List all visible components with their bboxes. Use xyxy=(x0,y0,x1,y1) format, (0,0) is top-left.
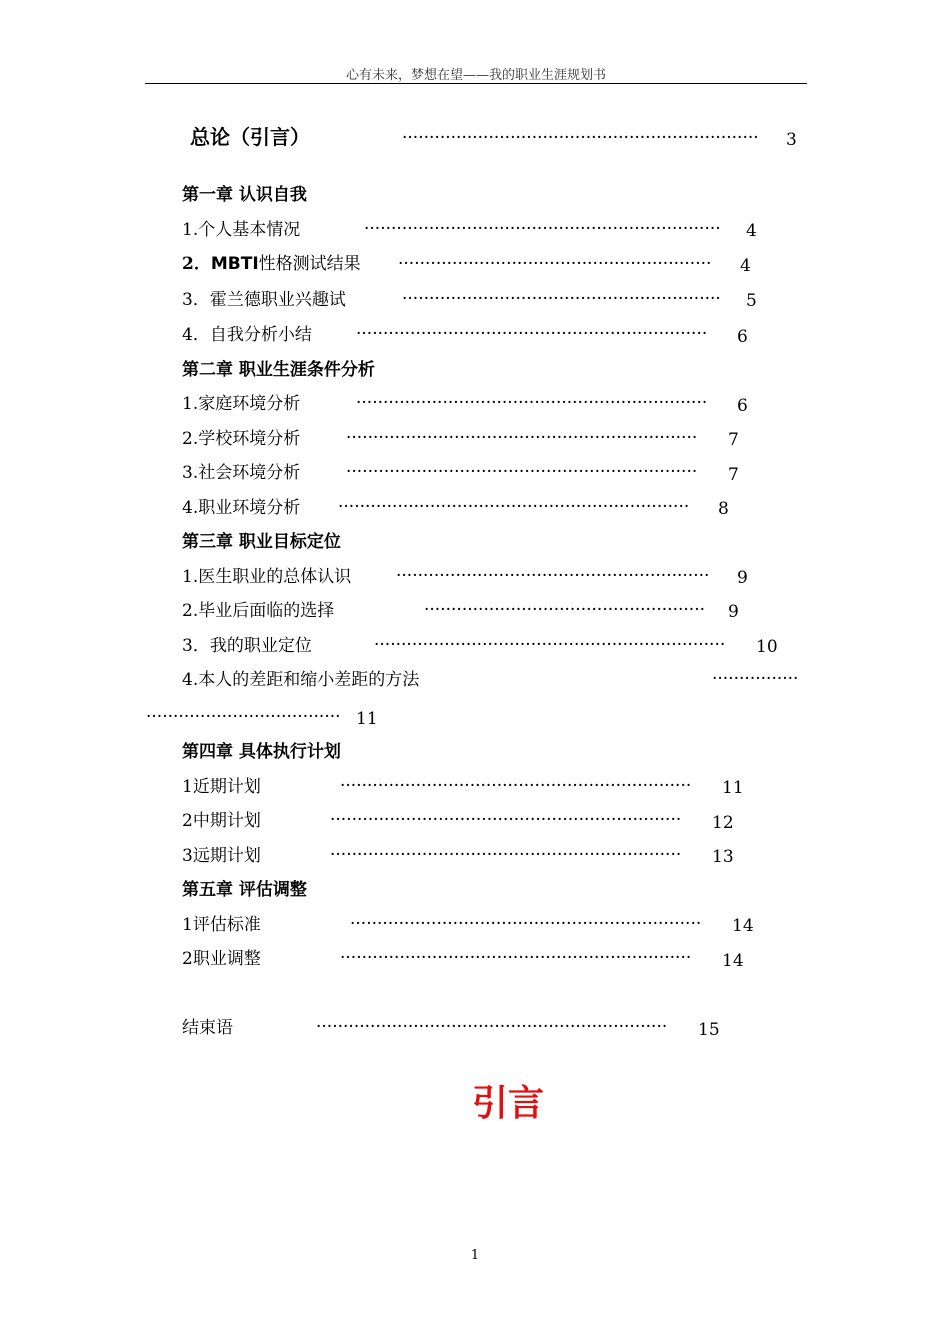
toc-chapter-3[interactable]: 第三章 职业目标定位 xyxy=(182,532,341,552)
toc-chapter-1[interactable]: 第一章 认识自我 xyxy=(182,185,307,205)
toc-entry-page: 4 xyxy=(740,256,751,276)
toc-entry-number: 2． xyxy=(182,254,211,274)
toc-entry-page: 6 xyxy=(737,396,748,416)
toc-leader-dots: ································································· xyxy=(330,810,682,830)
toc-entry-2-1[interactable]: 1.家庭环境分析 xyxy=(182,394,301,414)
toc-entry-1-4[interactable]: 4．自我分析小结 xyxy=(182,325,312,345)
toc-leader-dots: ································································· xyxy=(356,324,708,344)
toc-chapter-5[interactable]: 第五章 评估调整 xyxy=(182,880,307,900)
toc-entry-page: 5 xyxy=(746,291,757,311)
toc-entry-page: 15 xyxy=(698,1020,720,1040)
toc-leader-dots: ·································································· xyxy=(402,128,759,148)
toc-entry-page: 9 xyxy=(728,602,739,622)
toc-entry-page: 11 xyxy=(356,709,378,729)
toc-entry-intro[interactable] xyxy=(190,126,310,148)
toc-entry-2-2[interactable]: 2.学校环境分析 xyxy=(182,429,301,449)
toc-entry-ending[interactable]: 结束语 xyxy=(182,1018,233,1038)
toc-entry-page: 10 xyxy=(756,637,778,657)
page-header: 心有未来，梦想在望——我的职业生涯规划书 xyxy=(345,68,606,83)
toc-entry-page: 7 xyxy=(728,465,739,485)
toc-leader-dots: ·························································· xyxy=(398,254,712,274)
toc-entry-page: 7 xyxy=(728,430,739,450)
toc-leader-dots: ································································· xyxy=(350,914,702,934)
toc-chapter-4[interactable]: 第四章 具体执行计划 xyxy=(182,742,341,762)
toc-entry-page: 12 xyxy=(712,813,734,833)
toc-entry-label: 总论（引言） xyxy=(190,125,310,149)
toc-entry-1-2[interactable] xyxy=(182,253,361,275)
toc-entry-page: 13 xyxy=(712,847,734,867)
toc-leader-dots: ································································· xyxy=(346,428,698,448)
toc-entry-5-2[interactable]: 2职业调整 xyxy=(182,949,261,969)
toc-leader-dots: ·························································· xyxy=(396,566,710,586)
toc-entry-4-3[interactable]: 3远期计划 xyxy=(182,846,261,866)
toc-entry-1-3[interactable]: 3．霍兰德职业兴趣试 xyxy=(182,290,346,310)
toc-entry-3-1[interactable]: 1.医生职业的总体认识 xyxy=(182,567,352,587)
section-title: 引言 xyxy=(471,1083,544,1124)
toc-entry-page: 9 xyxy=(737,568,748,588)
toc-entry-2-3[interactable]: 3.社会环境分析 xyxy=(182,463,301,483)
toc-leader-dots: ················ xyxy=(712,669,799,689)
toc-leader-dots: ································································· xyxy=(346,462,698,482)
toc-entry-1-1[interactable]: 1.个人基本情况 xyxy=(182,220,301,240)
toc-entry-4-1[interactable]: 1近期计划 xyxy=(182,777,261,797)
toc-leader-dots: ·································································· xyxy=(364,219,721,239)
toc-entry-page: 4 xyxy=(746,221,757,241)
toc-leader-dots: ································································· xyxy=(316,1017,668,1037)
toc-entry-3-4[interactable]: 4.本人的差距和缩小差距的方法 xyxy=(182,670,420,690)
toc-entry-2-4[interactable]: 4.职业环境分析 xyxy=(182,498,301,518)
toc-chapter-2[interactable]: 第二章 职业生涯条件分析 xyxy=(182,360,375,380)
toc-leader-dots: ···································· xyxy=(146,707,341,727)
toc-entry-page: 11 xyxy=(722,778,744,798)
toc-entry-mbti: MBTI xyxy=(210,254,259,274)
header-divider xyxy=(145,83,807,84)
toc-entry-page: 14 xyxy=(722,951,744,971)
toc-leader-dots: ································································· xyxy=(340,948,692,968)
toc-entry-page: 14 xyxy=(732,916,754,936)
toc-leader-dots: ···················································· xyxy=(424,600,705,620)
page-number: 1 xyxy=(470,1248,480,1263)
toc-leader-dots: ································································· xyxy=(340,776,692,796)
toc-leader-dots: ································································· xyxy=(374,635,726,655)
toc-leader-dots: ································································· xyxy=(330,845,682,865)
toc-leader-dots: ································································· xyxy=(338,497,690,517)
toc-entry-page: 3 xyxy=(786,130,797,150)
toc-entry-4-2[interactable]: 2中期计划 xyxy=(182,811,261,831)
toc-entry-page: 6 xyxy=(737,327,748,347)
toc-entry-5-1[interactable]: 1评估标准 xyxy=(182,915,261,935)
toc-entry-3-2[interactable]: 2.毕业后面临的选择 xyxy=(182,601,335,621)
toc-entry-3-3[interactable]: 3．我的职业定位 xyxy=(182,636,312,656)
toc-leader-dots: ································································· xyxy=(356,393,708,413)
toc-entry-label: 性格测试结果 xyxy=(258,254,361,274)
toc-leader-dots: ··························································· xyxy=(402,289,721,309)
toc-entry-page: 8 xyxy=(718,499,729,519)
